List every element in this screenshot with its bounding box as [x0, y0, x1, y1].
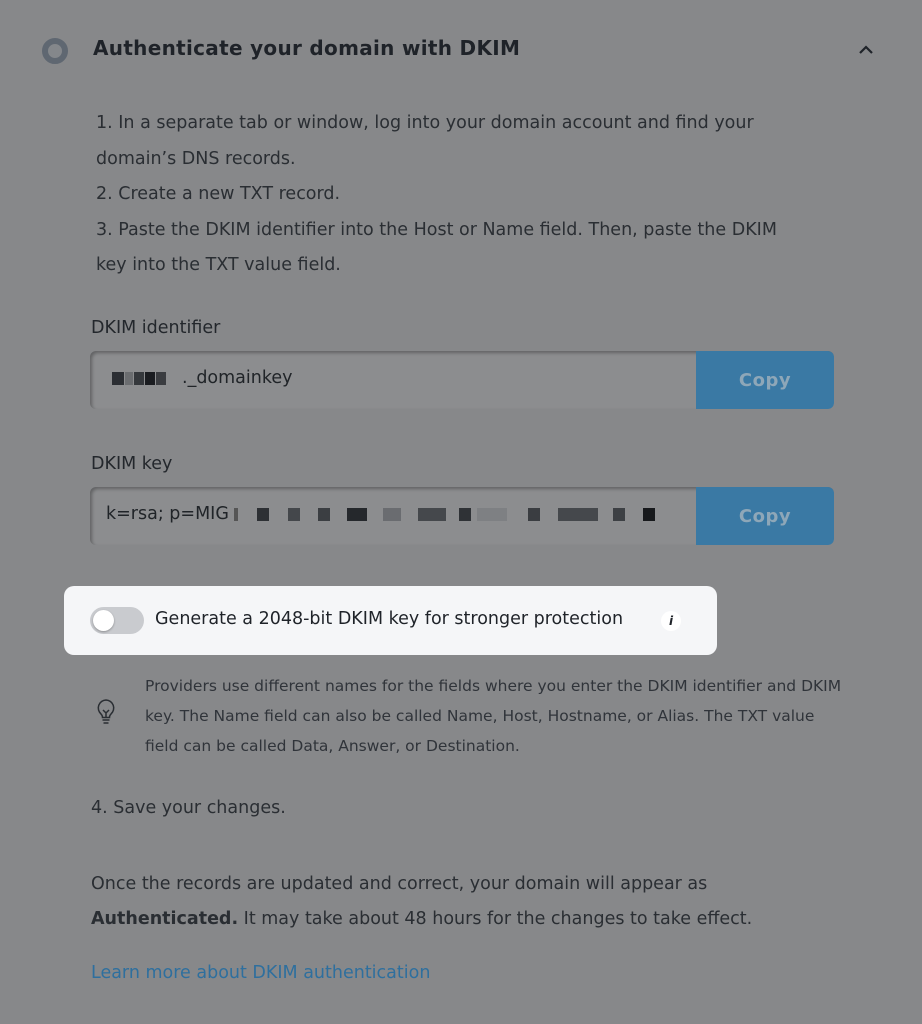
instruction-line: 2. Create a new TXT record.	[96, 184, 341, 204]
instructions	[96, 106, 836, 284]
copy-identifier-button[interactable]: Copy	[696, 351, 834, 409]
chevron-up-icon[interactable]	[856, 40, 876, 60]
toggle-knob	[93, 610, 114, 631]
redacted-block	[234, 508, 238, 521]
instruction-line: domain’s DNS records.	[96, 148, 296, 169]
section-title: Authenticate your domain with DKIM	[93, 36, 521, 60]
info-icon[interactable]: i	[661, 611, 681, 631]
redacted-block	[145, 372, 155, 385]
redacted-block	[528, 508, 540, 521]
redacted-block	[477, 508, 507, 521]
redacted-block	[347, 508, 367, 521]
redacted-block	[643, 508, 655, 521]
redacted-block	[112, 372, 124, 385]
dkim-key-label: DKIM key	[91, 454, 173, 474]
redacted-block	[134, 372, 144, 385]
dkim-identifier-value: ._domainkey	[106, 368, 293, 388]
instruction-line: 1. In a separate tab or window, log into your domain account and find your	[96, 113, 754, 133]
step-status-icon	[42, 38, 68, 64]
lightbulb-icon	[94, 698, 118, 726]
toggle-label: Generate a 2048-bit DKIM key for stronger protection	[155, 609, 624, 629]
dkim-key-field[interactable]	[90, 487, 834, 545]
step-4: 4. Save your changes.	[91, 798, 286, 818]
outcome-text: Once the records are updated and correct, your domain will appear as Authenticated. It may take about 48 hours for the changes to take effect.	[91, 874, 753, 929]
key-length-option	[64, 586, 717, 655]
redacted-block	[383, 508, 401, 521]
redacted-block	[613, 508, 625, 521]
provider-tip: Providers use different names for the fields where you enter the DKIM identifier and DKIM key. The Name field can also be called Name, Host, Hostname, or Alias. The TXT value field can be called Data, Answer, or Destination.	[145, 677, 842, 755]
copy-key-button[interactable]: Copy	[696, 487, 834, 545]
redacted-block	[318, 508, 330, 521]
dkim-key-value: k=rsa; p=MIG	[106, 504, 656, 524]
learn-more-link[interactable]: Learn more about DKIM authentication	[91, 963, 431, 983]
2048-bit-toggle[interactable]	[90, 607, 144, 634]
redacted-block	[288, 508, 300, 521]
dkim-identifier-label: DKIM identifier	[91, 318, 221, 338]
redacted-block	[257, 508, 269, 521]
dkim-identifier-field[interactable]	[90, 351, 834, 409]
redacted-block	[459, 508, 471, 521]
redacted-block	[418, 508, 446, 521]
authenticated-status: Authenticated.	[91, 909, 239, 929]
redacted-block	[125, 372, 133, 385]
instruction-line: 3. Paste the DKIM identifier into the Host or Name field. Then, paste the DKIM	[96, 219, 777, 240]
redacted-block	[558, 508, 598, 521]
redacted-block	[156, 372, 166, 385]
instruction-line: key into the TXT value field.	[96, 255, 341, 275]
